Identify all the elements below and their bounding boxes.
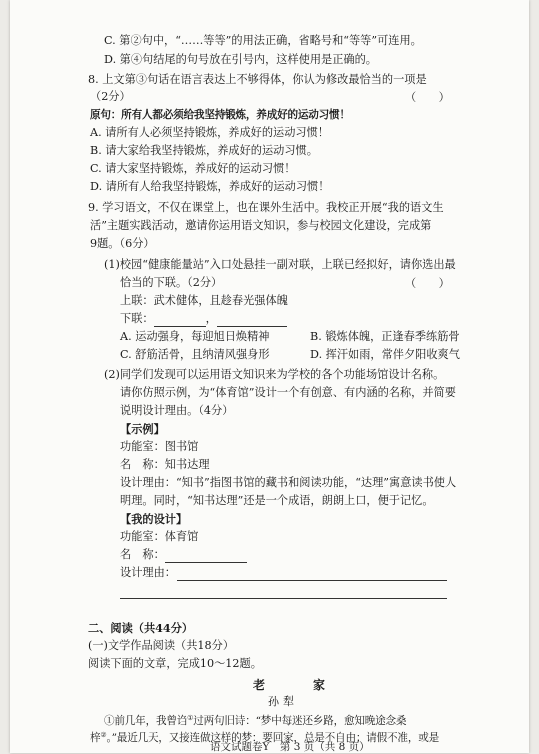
q9-my-reason bbox=[120, 565, 176, 581]
q9-sub2-line3: 说明设计理由。（4分） bbox=[120, 404, 234, 417]
article-para1-line2: 梓②。”最近几天，又接连做这样的梦：要回家，总是不自由；请假不准，或是 bbox=[90, 731, 439, 744]
article-title: 老 家 bbox=[253, 678, 344, 692]
q8-option-b: B. 请大家给我坚持锻炼，养成好的运动习惯。 bbox=[90, 144, 318, 157]
q8-points: （2分） bbox=[90, 90, 131, 103]
q9-stem-line1: 9. 学习语文，不仅在课堂上，也在课外生活中。我校正开展“我的语文生 bbox=[88, 201, 444, 214]
footnote-ref-2[interactable]: ② bbox=[100, 731, 107, 739]
q9-lower-blank-2[interactable] bbox=[217, 314, 287, 327]
q8-option-c: C. 请大家坚持锻炼，养成好的运动习惯！ bbox=[90, 162, 296, 175]
q9-stem-line2: 活”主题实践活动，邀请你运用语文知识，参与校园文化建设，完成第 bbox=[90, 219, 432, 232]
q9-lower-sep: ， bbox=[205, 312, 217, 325]
q7-option-d: D. 第④句结尾的句号放在引号内，这样使用是正确的。 bbox=[104, 53, 377, 66]
q7-option-c: C. 第②句中，“……等等”的用法正确，省略号和“等等”可连用。 bbox=[104, 34, 422, 47]
q9-my-name-blank[interactable] bbox=[165, 550, 247, 563]
q9-example-reason-line1: 设计理由：“知书”指图书馆的藏书和阅读功能，“达理”寓意读书使人 bbox=[120, 476, 457, 489]
q9-sub1-answer-paren: （ ） bbox=[405, 277, 450, 290]
q9-my-name bbox=[120, 547, 247, 563]
q9-sub1-line2: 恰当的下联。（2分） bbox=[120, 276, 223, 289]
section2-instruction: 阅读下面的文章，完成10～12题。 bbox=[88, 657, 262, 670]
q9-option-b: B. 锻炼体魄，正逢春季练筋骨 bbox=[310, 330, 460, 343]
q9-sub2-line1: (2)同学们发现可以运用语文知识来为学校的各个功能场馆设计名称。 bbox=[104, 368, 445, 381]
q9-example-reason-line2: 明理。同时，“知书达理”还是一个成语，朗朗上口，便于记忆。 bbox=[120, 494, 434, 507]
q9-lower-label: 下联： bbox=[120, 312, 154, 325]
footnote-ref-1[interactable]: ① bbox=[187, 714, 194, 722]
section2-part1-heading: (一)文学作品阅读（共18分） bbox=[88, 639, 235, 652]
exam-page bbox=[10, 0, 529, 753]
q9-reason-blank-2[interactable] bbox=[120, 598, 447, 599]
q8-option-a: A. 请所有人必须坚持锻炼，养成好的运动习惯！ bbox=[90, 126, 329, 139]
q9-lower-couplet bbox=[120, 311, 287, 327]
q8-stem: 8. 上文第③句话在语言表达上不够得体，你认为修改最恰当的一项是 bbox=[88, 73, 427, 86]
q9-option-c: C. 舒筋活骨，且纳清风强身形 bbox=[120, 348, 270, 361]
q8-answer-paren: （ ） bbox=[405, 91, 450, 104]
q9-sub1-line1: (1)校园“健康能量站”入口处悬挂一副对联，上联已经拟好，请你选出最 bbox=[104, 258, 456, 271]
q9-option-d: D. 挥汗如雨，常伴夕阳收爽气 bbox=[310, 348, 460, 361]
q9-my-name-label: 名 称： bbox=[120, 548, 165, 561]
q9-lower-blank-1[interactable] bbox=[154, 314, 206, 327]
section2-heading: 二、阅读（共44分） bbox=[88, 621, 194, 635]
q8-original-sentence: 原句：所有人都必须给我坚持锻炼，养成好的运动习惯！ bbox=[90, 109, 350, 121]
article-para1-line1: ①前几年，我曾诌①过两句旧诗：“梦中每迷还乡路，愈知晚途念桑 bbox=[104, 714, 407, 727]
q9-example-room: 功能室：图书馆 bbox=[120, 440, 199, 453]
q9-reason-blank-1[interactable] bbox=[177, 580, 447, 581]
q9-sub2-line2: 请你仿照示例，为“体育馆”设计一个有创意、有内涵的名称，并简要 bbox=[120, 386, 456, 399]
q9-my-design-heading: 【我的设计】 bbox=[120, 512, 188, 526]
q9-my-room: 功能室：体育馆 bbox=[120, 530, 199, 543]
page-footer: 语文试题卷Y 第 3 页（共 8 页） bbox=[210, 741, 370, 753]
q8-option-d: D. 请所有人给我坚持锻炼，养成好的运动习惯！ bbox=[90, 180, 330, 193]
q9-option-a: A. 运动强身，每迎旭日焕精神 bbox=[120, 330, 270, 343]
q9-stem-line3: 9题。（6分） bbox=[90, 237, 155, 250]
q9-example-name: 名 称：知书达理 bbox=[120, 458, 210, 471]
q9-example-heading: 【示例】 bbox=[120, 422, 165, 436]
article-author: 孙犁 bbox=[268, 695, 298, 708]
q9-upper-couplet: 上联：武术健体，且趁春光强体魄 bbox=[120, 294, 288, 307]
q9-my-reason-label: 设计理由： bbox=[120, 566, 176, 579]
